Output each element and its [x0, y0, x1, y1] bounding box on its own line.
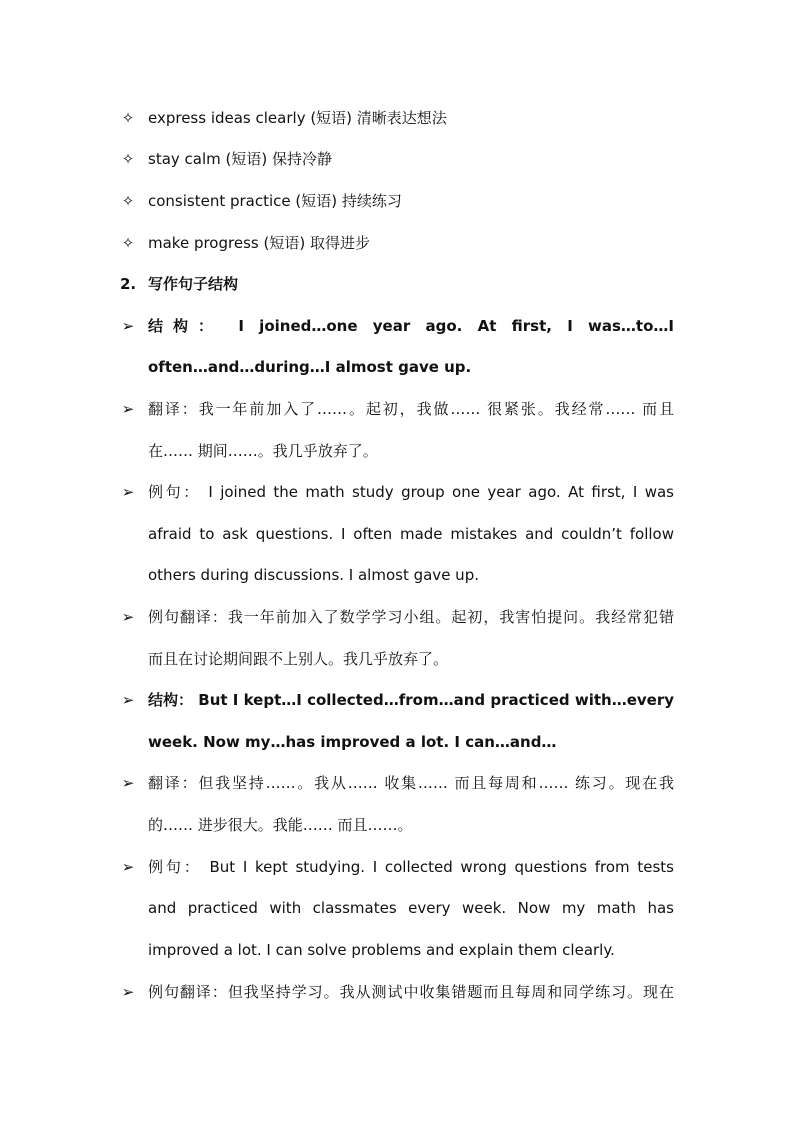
structure-line: week. Now my…has improved a lot. I can…and… — [148, 733, 557, 751]
phrase-item: express ideas clearly (短语) 清晰表达想法 — [148, 109, 447, 127]
translation-line: 翻译：但我坚持……。我从…… 收集…… 而且每周和…… 练习。现在我 — [148, 774, 674, 792]
example-translation-line: 例句翻译：我一年前加入了数学学习小组。起初，我害怕提问。我经常犯错 — [148, 608, 674, 626]
example-line: 例句： I joined the math study group one year ago. At first, I was — [148, 483, 674, 501]
phrase-item: make progress (短语) 取得进步 — [148, 234, 370, 252]
structure-line: 结构： But I kept…I collected…from…and practiced with…every — [148, 691, 674, 709]
diamond-bullet-icon: ✧ — [121, 192, 135, 210]
section-number: 2. — [120, 275, 137, 293]
arrow-bullet-icon: ➢ — [121, 774, 135, 792]
example-translation-line: 而且在讨论期间跟不上别人。我几乎放弃了。 — [148, 650, 449, 668]
diamond-bullet-icon: ✧ — [121, 109, 135, 127]
structure-line: often…and…during…I almost gave up. — [148, 358, 472, 376]
phrase-item: consistent practice (短语) 持续练习 — [148, 192, 402, 210]
diamond-bullet-icon: ✧ — [121, 234, 135, 252]
example-line: others during discussions. I almost gave up. — [148, 566, 479, 584]
arrow-bullet-icon: ➢ — [121, 608, 135, 626]
example-line: 例句： But I kept studying. I collected wrong questions from tests — [148, 858, 674, 876]
structure-line: 结构： I joined…one year ago. At first, I was…to…I — [148, 317, 674, 335]
arrow-bullet-icon: ➢ — [121, 983, 135, 1001]
arrow-bullet-icon: ➢ — [121, 317, 135, 335]
example-line: improved a lot. I can solve problems and explain them clearly. — [148, 941, 615, 959]
example-line: and practiced with classmates every week. Now my math has — [148, 899, 674, 917]
arrow-bullet-icon: ➢ — [121, 858, 135, 876]
translation-line: 在…… 期间……。我几乎放弃了。 — [148, 442, 378, 460]
arrow-bullet-icon: ➢ — [121, 400, 135, 418]
example-line: afraid to ask questions. I often made mistakes and couldn’t follow — [148, 525, 674, 543]
diamond-bullet-icon: ✧ — [121, 150, 135, 168]
arrow-bullet-icon: ➢ — [121, 483, 135, 501]
arrow-bullet-icon: ➢ — [121, 691, 135, 709]
example-translation-line: 例句翻译：但我坚持学习。我从测试中收集错题而且每周和同学练习。现在 — [148, 983, 674, 1001]
translation-line: 的…… 进步很大。我能…… 而且……。 — [148, 816, 413, 834]
section-title: 写作句子结构 — [148, 275, 239, 293]
phrase-item: stay calm (短语) 保持冷静 — [148, 150, 332, 168]
translation-line: 翻译：我一年前加入了……。起初，我做…… 很紧张。我经常…… 而且 — [148, 400, 674, 418]
